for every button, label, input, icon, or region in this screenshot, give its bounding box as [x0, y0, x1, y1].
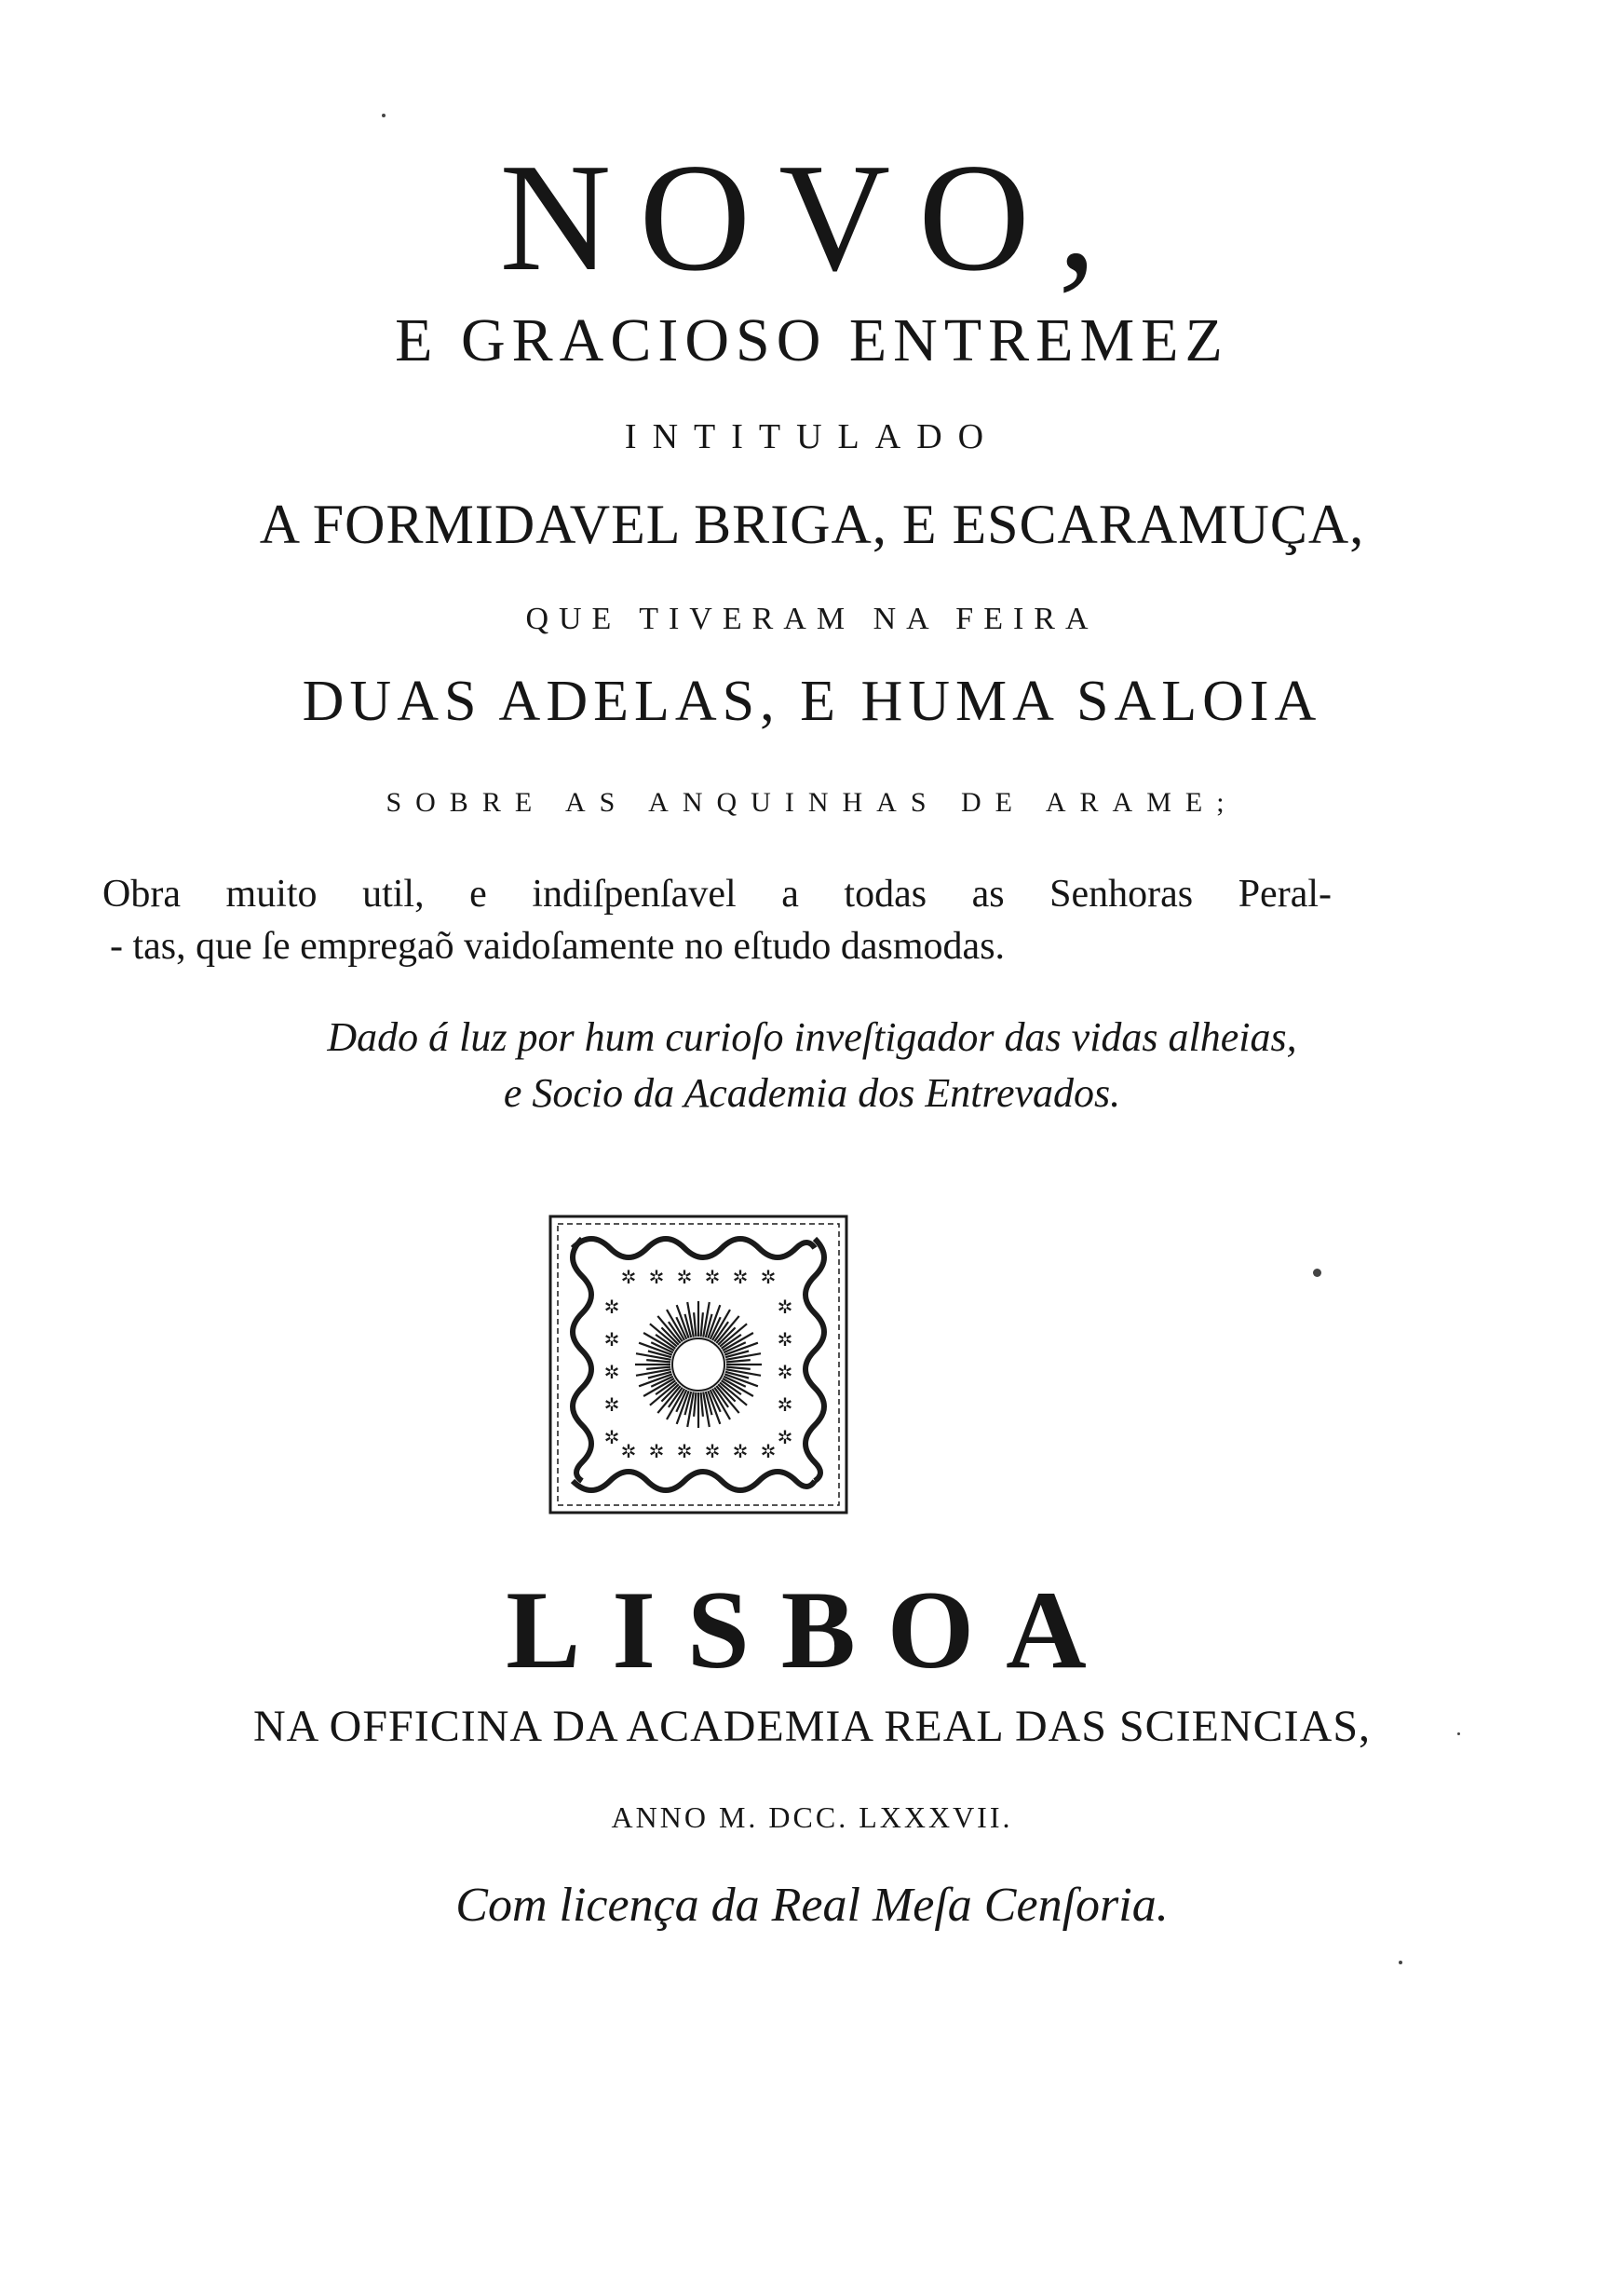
svg-text:✲: ✲ — [732, 1440, 749, 1462]
svg-text:✲: ✲ — [732, 1266, 749, 1288]
svg-text:✲: ✲ — [676, 1440, 693, 1462]
svg-text:✲: ✲ — [777, 1361, 793, 1383]
printers-ornament-icon — [545, 1211, 852, 1518]
svg-text:✲: ✲ — [603, 1328, 620, 1351]
svg-text:✲: ✲ — [760, 1440, 777, 1462]
svg-text:✲: ✲ — [777, 1328, 793, 1351]
sobre-line: SOBRE AS ANQUINHAS DE ARAME; — [386, 787, 1238, 818]
sunburst-ray — [701, 1312, 703, 1337]
license-line: Com licença da Real Meſa Cenſoria. — [455, 1879, 1169, 1932]
svg-text:✲: ✲ — [603, 1393, 620, 1416]
sunburst-ray — [646, 1367, 670, 1369]
svg-text:✲: ✲ — [603, 1426, 620, 1448]
sunburst-ray — [726, 1367, 751, 1369]
printer-line: NA OFFICINA DA ACADEMIA REAL DAS SCIENCIAS, — [252, 1702, 1372, 1751]
svg-text:✲: ✲ — [648, 1266, 665, 1288]
author-line-1: Dado á luz por hum curioſo inveſtigador das vidas alheias, — [327, 1014, 1297, 1060]
play-title: A FORMIDAVEL BRIGA, E ESCARAMUÇA, — [259, 494, 1365, 555]
svg-text:✲: ✲ — [603, 1361, 620, 1383]
svg-text:✲: ✲ — [620, 1440, 637, 1462]
intitulado-line: INTITULADO — [624, 417, 1000, 456]
svg-text:✲: ✲ — [777, 1393, 793, 1416]
svg-text:✲: ✲ — [704, 1440, 721, 1462]
tiveram-line: QUE TIVERAM NA FEIRA — [525, 602, 1099, 636]
adelas-line: DUAS ADELAS, E HUMA SALOIA — [302, 670, 1322, 733]
svg-text:✲: ✲ — [777, 1426, 793, 1448]
ink-speck — [1313, 1269, 1321, 1277]
sunburst-ray — [726, 1360, 751, 1362]
main-title: NOVO, — [499, 131, 1125, 303]
svg-text:✲: ✲ — [777, 1296, 793, 1318]
svg-text:✲: ✲ — [676, 1266, 693, 1288]
sunburst-ray — [701, 1392, 703, 1417]
ink-speck — [382, 114, 386, 117]
description-line-2: - tas, que ſe empregaõ vaidoſamente no eſtudo dasmodas. — [110, 925, 1006, 968]
svg-text:✲: ✲ — [603, 1296, 620, 1318]
year-line: ANNO M. DCC. LXXXVII. — [611, 1800, 1013, 1834]
svg-text:✲: ✲ — [704, 1266, 721, 1288]
description-line-1: Obra muito util, e indiſpenſavel a todas as Senhoras Peral- — [102, 873, 1332, 916]
sunburst-ray — [694, 1392, 696, 1417]
ink-speck — [1399, 1961, 1402, 1964]
ink-speck — [1457, 1732, 1460, 1735]
sunburst-ray — [646, 1360, 670, 1362]
svg-text:✲: ✲ — [760, 1266, 777, 1288]
sunburst-ray — [694, 1312, 696, 1337]
svg-text:✲: ✲ — [620, 1266, 637, 1288]
svg-text:✲: ✲ — [648, 1440, 665, 1462]
subtitle: E GRACIOSO ENTREMEZ — [395, 306, 1229, 374]
city: LISBOA — [506, 1568, 1118, 1691]
author-line-2: e Socio da Academia dos Entrevados. — [503, 1070, 1121, 1116]
